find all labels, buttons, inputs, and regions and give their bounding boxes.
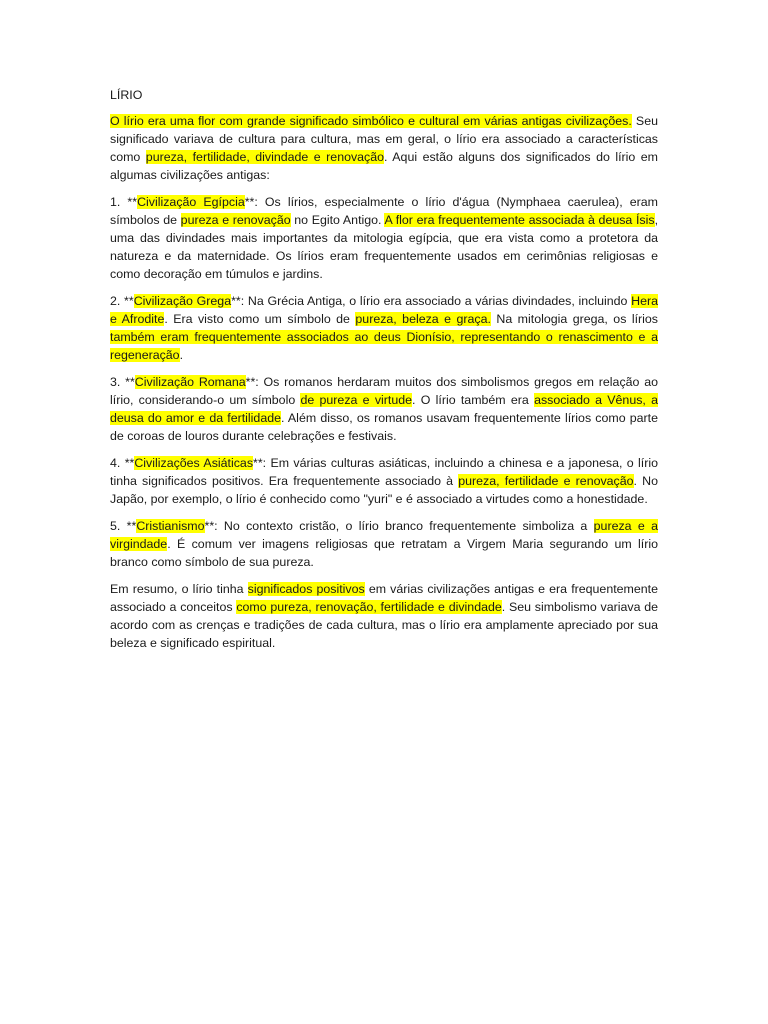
- paragraph-text: Na mitologia grega, os lírios: [490, 312, 658, 326]
- paragraph-text: . Além disso, os romanos usavam frequentemente lírios como parte de coroas de louros durante celebrações e festivais.: [110, 411, 659, 443]
- highlighted-text: Civilização Egípcia: [137, 195, 245, 209]
- paragraph-text: . Era visto como um símbolo de: [164, 312, 356, 326]
- highlighted-text: Cristianismo: [136, 519, 205, 533]
- paragraph-rome: [110, 373, 658, 445]
- paragraph-text: 3. **: [110, 375, 135, 389]
- highlighted-text: Civilizações Asiáticas: [134, 456, 254, 470]
- paragraph-text: 2. **: [110, 294, 134, 308]
- paragraph-text: 4. **: [110, 456, 135, 470]
- paragraph-egypt: [110, 193, 658, 283]
- highlighted-text: pureza e a virgindade: [110, 519, 659, 551]
- paragraph-text: em várias civilizações antigas e era frequentemente associado a conceitos: [110, 582, 658, 614]
- paragraph-christianity: [110, 517, 658, 571]
- highlighted-text: pureza, beleza e graça.: [355, 312, 491, 326]
- document-body: [110, 112, 658, 652]
- paragraph-summary: [110, 580, 658, 652]
- highlighted-text: como pureza, renovação, fertilidade e divindade: [236, 600, 502, 614]
- highlighted-text: A flor era frequentemente associada à deusa Ísis: [384, 213, 655, 227]
- paragraph-intro: [110, 112, 658, 184]
- paragraph-text: . O lírio também era: [412, 393, 535, 407]
- paragraph-greece: [110, 292, 658, 364]
- paragraph-text: **: No contexto cristão, o lírio branco frequentemente simboliza a: [204, 519, 594, 533]
- paragraph-text: .: [179, 348, 184, 362]
- paragraph-text: 5. **: [110, 519, 137, 533]
- paragraph-text: **: Os romanos herdaram muitos dos simbolismos gregos em relação ao lírio, considerando-o um símbolo: [110, 375, 659, 407]
- highlighted-text: Hera e Afrodite: [110, 294, 659, 326]
- paragraph-text: Em resumo, o lírio tinha: [110, 582, 248, 596]
- paragraph-text: **: Os lírios, especialmente o lírio d'água (Nymphaea caerulea), eram símbolos de: [110, 195, 658, 227]
- highlighted-text: pureza, fertilidade, divindade e renovação: [145, 150, 385, 164]
- paragraph-text: **: Em várias culturas asiáticas, incluindo a chinesa e a japonesa, o lírio tinha significados positivos. Era frequentemente associado à: [110, 456, 658, 488]
- document-page: [110, 86, 658, 661]
- paragraph-asia: [110, 454, 658, 508]
- paragraph-text: Seu significado variava de cultura para cultura, mas em geral, o lírio era associado a características como: [110, 114, 658, 164]
- paragraph-text: 1. **: [110, 195, 138, 209]
- paragraph-text: . Aqui estão alguns dos significados do lírio em algumas civilizações antigas:: [110, 150, 658, 182]
- highlighted-text: de pureza e virtude: [300, 393, 413, 407]
- paragraph-text: . Seu simbolismo variava de acordo com as crenças e tradições de cada cultura, mas o lírio era amplamente apreciado por sua beleza e significado espiritual.: [110, 600, 659, 650]
- highlighted-text: pureza e renovação: [180, 213, 291, 227]
- highlighted-text: Civilização Grega: [133, 294, 232, 308]
- highlighted-text: também eram frequentemente associados ao deus Dionísio, representando o renascimento e a regeneração: [110, 330, 658, 362]
- highlighted-text: pureza, fertilidade e renovação: [458, 474, 634, 488]
- highlighted-text: O lírio era uma flor com grande significado simbólico e cultural em várias antigas civilizações.: [110, 114, 632, 128]
- paragraph-text: , uma das divindades mais importantes da mitologia egípcia, que era vista como a protetora da natureza e da maternidade. Os lírios eram frequentemente usados em cerimônias religiosas e como decoração em túmulos e jardins.: [110, 213, 659, 281]
- document-title: LÍRIO: [110, 88, 143, 102]
- paragraph-text: . No Japão, por exemplo, o lírio é conhecido como "yuri" e é associado a virtudes como a honestidade.: [110, 474, 658, 506]
- highlighted-text: associado a Vênus, a deusa do amor e da fertilidade: [110, 393, 659, 425]
- highlighted-text: significados positivos: [247, 582, 365, 596]
- paragraph-text: **: Na Grécia Antiga, o lírio era associado a várias divindades, incluindo: [231, 294, 632, 308]
- paragraph-text: . É comum ver imagens religiosas que retratam a Virgem Maria segurando um lírio branco como símbolo de sua pureza.: [110, 537, 658, 569]
- highlighted-text: Civilização Romana: [134, 375, 246, 389]
- paragraph-text: no Egito Antigo.: [290, 213, 385, 227]
